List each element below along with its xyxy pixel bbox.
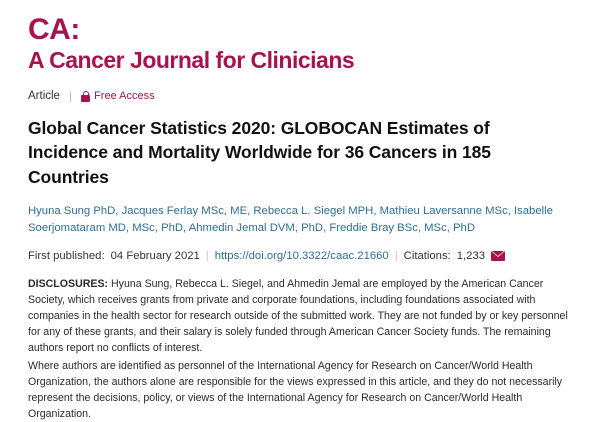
disclosures-paragraph-2: Where authors are identified as personnel of the International Agency for Research on Cancer/World Health Organization, the authors alone are responsible for the views expressed in this article, and they do not necessarily represent the decisions, policy, or views of the International Agency for Research on Cancer/World Health Organization. (28, 360, 563, 421)
disclosures-heading: DISCLOSURES: (28, 277, 109, 290)
meta-divider: | (68, 89, 73, 104)
journal-logo-line2: A Cancer Journal for Clinicians (28, 47, 355, 74)
page-title: Global Cancer Statistics 2020: GLOBOCAN Estimates of Incidence and Mortality Worldwide for 36 Cancers in 185 Countries (28, 118, 491, 187)
journal-logo (28, 14, 572, 73)
publication-info-row (28, 250, 572, 262)
envelope-icon[interactable] (491, 251, 505, 261)
author-list[interactable]: Hyuna Sung PhD, Jacques Ferlay MSc, ME, Rebecca L. Siegel MPH, Mathieu Laversanne MSc, Isabelle Soerjomataram MD, MSc, PhD, Ahmedin Jemal DVM, PhD, Freddie Bray BSc, MSc, PhD (28, 204, 553, 235)
journal-logo-line1: CA: (28, 13, 80, 46)
doi-link[interactable]: https://doi.org/10.3322/caac.21660 (214, 249, 389, 262)
disclosures-text-1: Hyuna Sung, Rebecca L. Siegel, and Ahmedin Jemal are employed by the American Cancer Society, which receives grants from private and corporate foundations, including foundations associated with companies in the health sector for research outside of the submitted work. They are not funded by or key personnel for any of these grants, and their salary is solely funded through American Cancer Society funds. The remaining authors report no conflicts of interest. (28, 277, 568, 355)
free-access-badge (81, 90, 155, 102)
disclosures-paragraph-1 (28, 276, 572, 356)
citations-label: Citations: (403, 249, 451, 262)
citations-count: 1,233 (456, 249, 486, 262)
free-access-label: Free Access (94, 90, 155, 103)
pub-divider-2: | (394, 249, 398, 262)
pub-divider-1: | (205, 249, 209, 262)
article-type-label: Article (28, 90, 60, 103)
article-meta-row (28, 89, 572, 103)
first-published-label: First published: (28, 249, 105, 262)
disclosures-section (28, 276, 572, 422)
first-published-date: 04 February 2021 (110, 249, 200, 262)
lock-icon (81, 91, 90, 102)
